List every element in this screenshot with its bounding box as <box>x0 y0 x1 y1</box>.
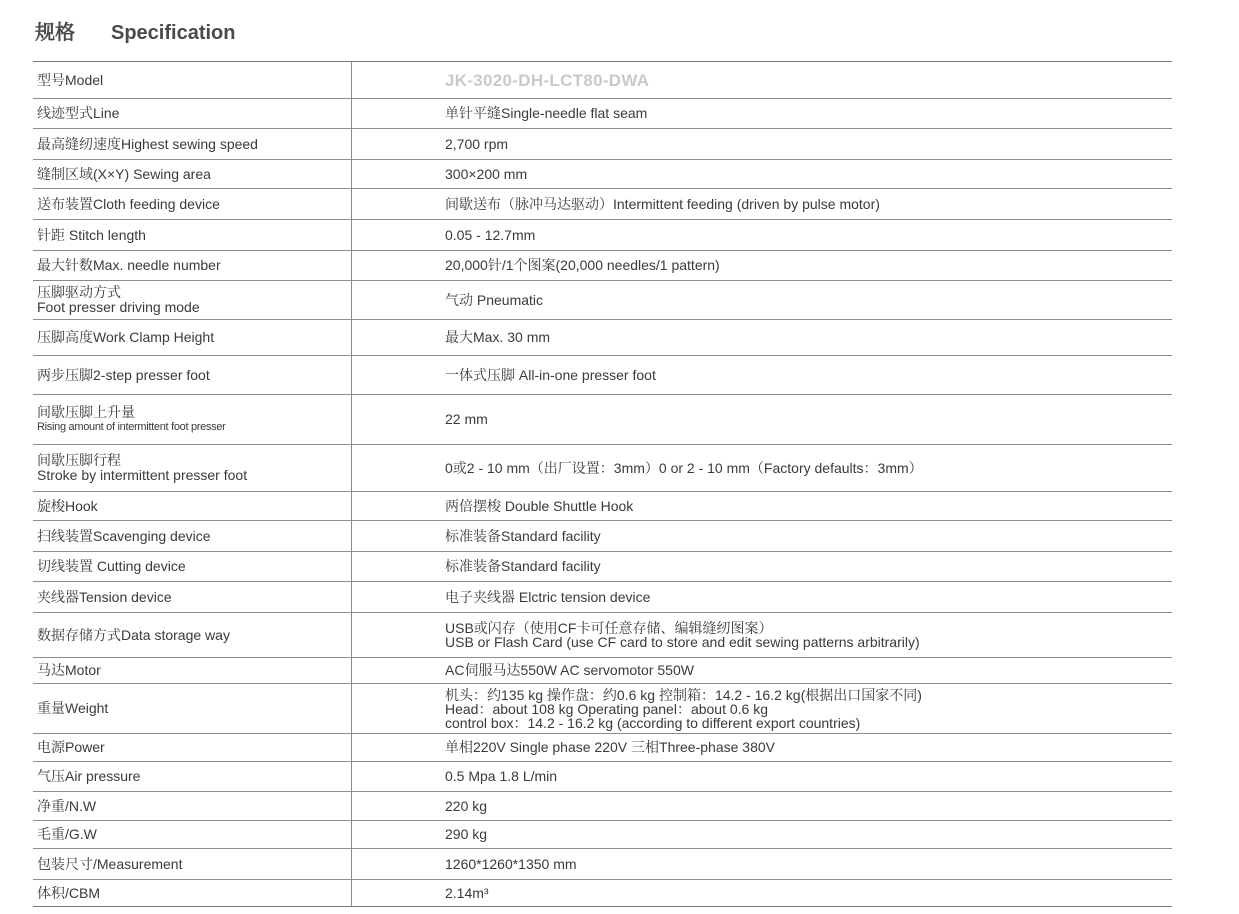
row-value <box>352 395 1173 445</box>
row-label <box>33 99 352 129</box>
label-line: 针距 Stitch length <box>37 226 146 243</box>
value-line: 一体式压脚 All-in-one presser foot <box>445 366 656 383</box>
row-value <box>352 658 1173 684</box>
row-label <box>33 129 352 160</box>
row-value <box>352 320 1173 356</box>
row-value <box>352 220 1173 251</box>
row-label <box>33 251 352 281</box>
row-label <box>33 821 352 849</box>
table-row <box>33 395 1172 445</box>
table-row <box>33 658 1172 684</box>
table-row <box>33 849 1172 880</box>
label-line: 间歇压脚行程 <box>37 452 121 468</box>
row-label <box>33 281 352 320</box>
row-label <box>33 320 352 356</box>
row-label <box>33 613 352 658</box>
row-value <box>352 356 1173 395</box>
row-label <box>33 492 352 521</box>
row-value <box>352 189 1173 220</box>
row-label <box>33 62 352 99</box>
value-line: 机头：约135 kg 操作盘：约0.6 kg 控制箱：14.2 - 16.2 kg(根据出口国家不同) <box>445 686 922 703</box>
value-line: USB or Flash Card (use CF card to store and edit sewing patterns arbitrarily) <box>445 634 920 650</box>
value-line: 电子夹线器 Elctric tension device <box>445 588 651 605</box>
label-line: 包装尺寸/Measurement <box>37 855 183 872</box>
row-label <box>33 356 352 395</box>
table-row <box>33 251 1172 281</box>
row-label <box>33 160 352 189</box>
label-line: 体积/CBM <box>37 884 100 901</box>
model-value: JK-3020-DH-LCT80-DWA <box>445 70 650 90</box>
value-line: Head：about 108 kg Operating panel：about 0.6 kg <box>445 700 769 717</box>
value-line: 单针平缝Single-needle flat seam <box>445 105 648 121</box>
row-label <box>33 395 352 445</box>
table-row <box>33 521 1172 552</box>
value-line: 2.14m³ <box>445 884 489 901</box>
row-label <box>33 552 352 582</box>
table-row <box>33 445 1172 492</box>
row-label <box>33 684 352 734</box>
label-line: 旋梭Hook <box>37 497 98 514</box>
label-line: 间歇压脚上升量 <box>37 403 135 420</box>
table-row <box>33 189 1172 220</box>
table-row <box>33 734 1172 762</box>
label-line: 型号Model <box>37 71 104 88</box>
table-row <box>33 792 1172 821</box>
value-line: 20,000针/1个图案(20,000 needles/1 pattern) <box>445 257 720 273</box>
label-line: 扫线装置Scavenging device <box>37 527 211 544</box>
table-row <box>33 684 1172 734</box>
row-value <box>352 821 1173 849</box>
row-label <box>33 762 352 792</box>
label-line: 重量Weight <box>37 700 109 716</box>
label-line: 切线装置 Cutting device <box>37 558 186 574</box>
value-line: 标准装备Standard facility <box>445 527 601 544</box>
label-line: 最高缝纫速度Highest sewing speed <box>37 135 258 152</box>
table-row <box>33 613 1172 658</box>
row-value <box>352 849 1173 880</box>
value-line: 2,700 rpm <box>445 135 509 152</box>
label-line: 夹线器Tension device <box>37 588 172 605</box>
value-line: 气动 Pneumatic <box>445 291 544 308</box>
row-value <box>352 492 1173 521</box>
table-row <box>33 356 1172 395</box>
row-value <box>352 684 1173 734</box>
value-line: 0.5 Mpa 1.8 L/min <box>445 768 558 784</box>
value-line: 300×200 mm <box>445 165 528 182</box>
label-line: 压脚驱动方式 <box>37 284 121 300</box>
row-value <box>352 734 1173 762</box>
table-row <box>33 821 1172 849</box>
row-value <box>352 129 1173 160</box>
value-line: 1260*1260*1350 mm <box>445 855 577 872</box>
value-line: 220 kg <box>445 797 488 814</box>
table-row <box>33 762 1172 792</box>
label-line: Rising amount of intermittent foot presser <box>37 420 226 433</box>
row-value <box>352 160 1173 189</box>
row-label <box>33 582 352 613</box>
label-line: Stroke by intermittent presser foot <box>37 467 248 483</box>
table-row <box>33 320 1172 356</box>
row-label <box>33 220 352 251</box>
label-line: 净重/N.W <box>37 797 97 814</box>
table-row <box>33 160 1172 189</box>
label-line: 最大针数Max. needle number <box>37 257 221 273</box>
table-row <box>33 99 1172 129</box>
row-value <box>352 582 1173 613</box>
row-value <box>352 445 1173 492</box>
row-value <box>352 880 1173 907</box>
value-line: 间歇送布（脉冲马达驱动）Intermittent feeding (driven by pulse motor) <box>445 195 880 212</box>
label-line: 送布装置Cloth feeding device <box>37 195 220 212</box>
row-value <box>352 281 1173 320</box>
heading-cn: 规格 <box>35 22 75 44</box>
table-row <box>33 281 1172 320</box>
table-row <box>33 220 1172 251</box>
row-label <box>33 189 352 220</box>
heading-en: Specification <box>111 22 236 44</box>
label-line: 毛重/G.W <box>37 826 97 842</box>
table-row <box>33 880 1172 907</box>
row-value <box>352 251 1173 281</box>
row-label <box>33 521 352 552</box>
value-line: 最大Max. 30 mm <box>445 329 551 345</box>
table-row <box>33 582 1172 613</box>
row-label <box>33 792 352 821</box>
row-label <box>33 849 352 880</box>
row-value <box>352 521 1173 552</box>
label-line: 电源Power <box>37 739 105 755</box>
label-line: 马达Motor <box>37 662 101 678</box>
value-line: AC伺服马达550W AC servomotor 550W <box>445 662 694 678</box>
table-row <box>33 62 1172 99</box>
label-line: Foot presser driving mode <box>37 299 200 315</box>
label-line: 线迹型式Line <box>37 105 120 121</box>
value-line: 22 mm <box>445 411 488 427</box>
row-label <box>33 734 352 762</box>
row-value <box>352 762 1173 792</box>
row-value <box>352 613 1173 658</box>
row-label <box>33 445 352 492</box>
value-line: control box：14.2 - 16.2 kg (according to different export countries) <box>445 714 861 731</box>
label-line: 压脚高度Work Clamp Height <box>37 329 215 345</box>
value-line: 标准装备Standard facility <box>445 558 601 574</box>
value-line: 两倍摆梭 Double Shuttle Hook <box>445 497 634 514</box>
label-line: 缝制区域(X×Y) Sewing area <box>37 165 211 182</box>
row-value <box>352 792 1173 821</box>
row-value <box>352 552 1173 582</box>
row-label <box>33 658 352 684</box>
value-line: 单相220V Single phase 220V 三相Three-phase 380V <box>445 739 775 755</box>
page-heading <box>35 16 235 45</box>
table-row <box>33 552 1172 582</box>
value-line: 290 kg <box>445 826 488 842</box>
value-line: 0或2 - 10 mm（出厂设置：3mm）0 or 2 - 10 mm（Factory defaults：3mm） <box>445 459 923 476</box>
row-label <box>33 880 352 907</box>
label-line: 数据存储方式Data storage way <box>37 626 230 643</box>
table-row <box>33 129 1172 160</box>
value-line: USB或闪存（使用CF卡可任意存储、编辑缝纫图案） <box>445 620 773 636</box>
row-value <box>352 99 1173 129</box>
label-line: 气压Air pressure <box>37 768 141 784</box>
table-row <box>33 492 1172 521</box>
spec-table <box>33 61 1172 907</box>
row-value <box>352 62 1173 99</box>
value-line: 0.05 - 12.7mm <box>445 226 536 243</box>
label-line: 两步压脚2-step presser foot <box>37 366 210 383</box>
